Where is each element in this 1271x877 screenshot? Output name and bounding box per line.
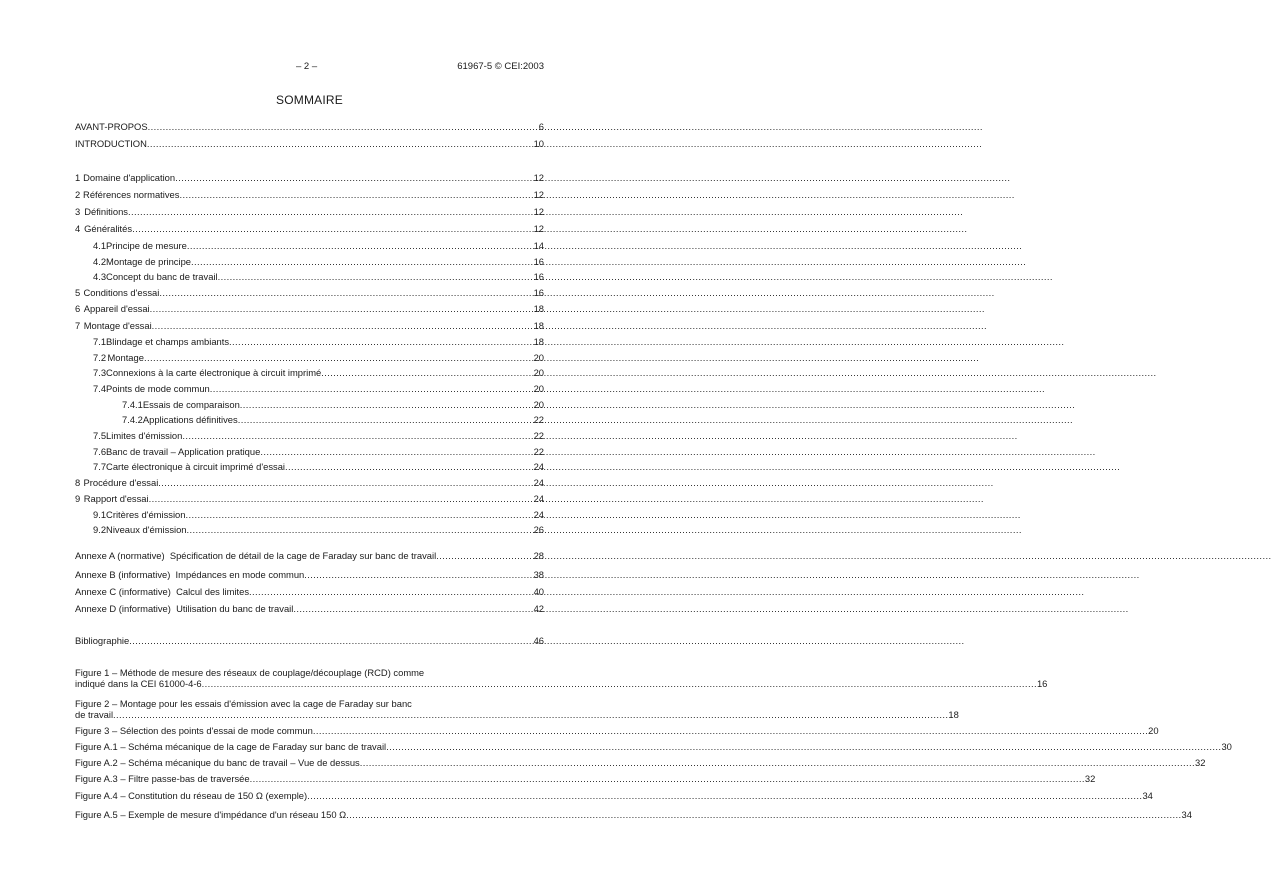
standard-reference: 61967-5 © CEI:2003 (457, 61, 544, 72)
toc-label: Connexions à la carte électronique à circuit imprimé (106, 367, 322, 378)
toc-entry[interactable] (93, 446, 544, 457)
toc-page: 10 (533, 138, 544, 149)
toc-page: 22 (533, 446, 544, 457)
bibliography-page: 46 (533, 635, 544, 646)
leader-dots (260, 446, 533, 457)
toc-entry[interactable] (93, 367, 544, 378)
toc-label: Principe de mesure (106, 240, 187, 251)
leader-dots (304, 569, 533, 580)
figure-entry[interactable] (75, 773, 1096, 784)
figure-label-line1: Figure 2 – Montage pour les essais d'émission avec la cage de Faraday sur banc (75, 698, 412, 709)
bibliography-label: Bibliographie (75, 635, 130, 646)
bibliography-entry[interactable] (75, 635, 544, 646)
annex-label: Annexe B (informative) Impédances en mode commun (75, 569, 305, 580)
leader-dots (179, 189, 533, 200)
leader-dots (307, 790, 1142, 801)
leader-dots (313, 725, 1148, 736)
toc-entry[interactable] (93, 240, 544, 251)
toc-label: Montage de principe (106, 256, 191, 267)
leader-dots (202, 678, 1037, 689)
toc-number: 4.2 (93, 256, 107, 267)
figure-entry[interactable] (75, 667, 1048, 689)
leader-dots (436, 550, 533, 561)
toc-page: 24 (533, 477, 544, 488)
figure-page: 16 (1036, 678, 1048, 689)
toc-entry[interactable] (93, 509, 544, 520)
leader-dots (128, 206, 534, 217)
figure-label: Figure A.1 – Schéma mécanique de la cage de Faraday sur banc de travail (75, 741, 387, 752)
toc-label: Essais de comparaison (142, 399, 240, 410)
figure-page: 32 (1195, 757, 1206, 768)
toc-entry[interactable] (75, 121, 544, 132)
toc-page: 16 (533, 287, 544, 298)
toc-number: 6 (75, 303, 81, 314)
leader-dots (182, 430, 533, 441)
leader-dots (152, 320, 534, 331)
toc-page: 12 (533, 223, 544, 234)
toc-entry[interactable] (93, 430, 544, 441)
figure-entry[interactable] (75, 790, 1153, 801)
leader-dots (158, 477, 533, 488)
leader-dots (210, 383, 534, 394)
toc-label: Définitions (84, 206, 128, 217)
toc-label: Applications définitives (142, 414, 238, 425)
figure-page: 20 (1148, 725, 1159, 736)
leader-dots (113, 709, 948, 720)
toc-entry[interactable] (75, 477, 544, 488)
leader-dots (218, 271, 534, 282)
leader-dots (187, 524, 534, 535)
annex-entry[interactable] (75, 586, 544, 597)
toc-number: 1 (75, 172, 81, 183)
leader-dots (132, 223, 533, 234)
toc-label: Carte électronique à circuit imprimé d'essai (106, 461, 285, 472)
toc-number: 7.5 (93, 430, 107, 441)
toc-entry[interactable] (75, 320, 544, 331)
toc-page: 24 (533, 461, 544, 472)
toc-entry[interactable] (93, 383, 544, 394)
figure-entry[interactable] (75, 698, 959, 720)
leader-dots (240, 399, 534, 410)
toc-entry[interactable] (75, 138, 544, 149)
toc-label: Niveaux d'émission (106, 524, 187, 535)
toc-label: Procédure d'essai (83, 477, 159, 488)
toc-page: 22 (533, 414, 544, 425)
toc-number: 4 (75, 223, 81, 234)
toc-entry[interactable] (75, 223, 544, 234)
figure-page: 34 (1142, 790, 1153, 801)
figure-entry[interactable] (75, 757, 1206, 768)
toc-page: 16 (533, 271, 544, 282)
toc-page: 20 (533, 399, 544, 410)
leader-dots (229, 336, 534, 347)
toc-number: 7.2 (93, 352, 107, 363)
figure-label: Figure A.3 – Filtre passe-bas de traversée (75, 773, 250, 784)
figure-label: Figure 3 – Sélection des points d'essai de mode commun (75, 725, 313, 736)
page-title: SOMMAIRE (276, 93, 343, 107)
toc-entry[interactable] (75, 493, 544, 504)
leader-dots (144, 352, 534, 363)
toc-entry[interactable] (93, 524, 544, 535)
annex-page: 40 (533, 586, 544, 597)
toc-entry[interactable] (122, 414, 544, 425)
toc-entry[interactable] (75, 303, 544, 314)
toc-number: 9 (75, 493, 81, 504)
leader-dots (159, 287, 533, 298)
leader-dots (293, 603, 533, 614)
toc-label: Concept du banc de travail (106, 271, 218, 282)
toc-label: Domaine d'application (83, 172, 176, 183)
toc-entry[interactable] (93, 336, 544, 347)
annex-label: Annexe D (informative) Utilisation du banc de travail (75, 603, 294, 614)
page-number: – 2 – (296, 61, 318, 72)
leader-dots (148, 121, 539, 132)
toc-page: 12 (533, 172, 544, 183)
figure-page: 34 (1181, 809, 1192, 820)
toc-number: 4.3 (93, 271, 107, 282)
toc-page: 6 (538, 121, 544, 132)
toc-page: 12 (533, 189, 544, 200)
toc-number: 3 (75, 206, 81, 217)
figure-label: Figure A.5 – Exemple de mesure d'impédance d'un réseau 150 Ω (75, 809, 347, 820)
toc-number: 7.4.1 (122, 399, 143, 410)
figure-entry[interactable] (75, 741, 1232, 752)
toc-page: 24 (533, 493, 544, 504)
toc-number: 7.3 (93, 367, 107, 378)
toc-entry[interactable] (93, 271, 544, 282)
leader-dots (238, 414, 534, 425)
toc-number: 9.2 (93, 524, 107, 535)
leader-dots (185, 509, 533, 520)
leader-dots (149, 493, 534, 504)
figure-label-line1: Figure 1 – Méthode de mesure des réseaux de couplage/découplage (RCD) comme (75, 667, 425, 678)
toc-label: Critères d'émission (106, 509, 186, 520)
figure-entry[interactable] (75, 725, 1159, 736)
toc-page: 18 (533, 303, 544, 314)
toc-label: Références normatives (83, 189, 180, 200)
toc-label: INTRODUCTION (75, 138, 147, 149)
toc-label: Conditions d'essai (83, 287, 160, 298)
toc-number: 7.4.2 (122, 414, 143, 425)
leader-dots (250, 773, 1085, 784)
toc-number: 7 (75, 320, 81, 331)
toc-number: 7.7 (93, 461, 107, 472)
toc-entry[interactable] (93, 461, 544, 472)
leader-dots (191, 256, 534, 267)
toc-entry[interactable] (122, 399, 544, 410)
leader-dots (346, 809, 1181, 820)
toc-number: 2 (75, 189, 81, 200)
toc-page: 14 (533, 240, 544, 251)
toc-page: 20 (533, 367, 544, 378)
toc-entry[interactable] (93, 256, 544, 267)
toc-page: 16 (533, 256, 544, 267)
toc-label: Montage (107, 352, 144, 363)
figure-page: 18 (948, 709, 959, 720)
toc-page: 12 (533, 206, 544, 217)
toc-page: 18 (533, 320, 544, 331)
toc-label: Banc de travail – Application pratique (106, 446, 261, 457)
figure-label: Figure A.2 – Schéma mécanique du banc de travail – Vue de dessus (75, 757, 360, 768)
toc-page: 18 (533, 336, 544, 347)
toc-entry[interactable] (75, 189, 544, 200)
toc-label: Limites d'émission (106, 430, 183, 441)
annex-entry[interactable] (75, 603, 544, 614)
toc-label: Points de mode commun (106, 383, 210, 394)
leader-dots (249, 586, 534, 597)
toc-page: 26 (533, 524, 544, 535)
leader-dots (321, 367, 533, 378)
toc-entry[interactable] (75, 206, 544, 217)
toc-entry[interactable] (75, 172, 544, 183)
toc-entry[interactable] (93, 352, 544, 363)
annex-label: Annexe A (normative) Spécification de détail de la cage de Faraday sur banc de travail (75, 550, 437, 561)
leader-dots (285, 461, 534, 472)
toc-entry[interactable] (75, 287, 544, 298)
toc-label: AVANT-PROPOS (75, 121, 148, 132)
leader-dots (187, 240, 534, 251)
annex-entry[interactable] (75, 550, 544, 561)
toc-label: Généralités (84, 223, 133, 234)
leader-dots (175, 172, 533, 183)
figure-label: Figure A.4 – Constitution du réseau de 150 Ω (exemple) (75, 790, 308, 801)
figure-entry[interactable] (75, 809, 1192, 820)
toc-number: 7.1 (93, 336, 107, 347)
figure-label: indiqué dans la CEI 61000-4-6 (75, 678, 202, 689)
figure-page: 32 (1084, 773, 1096, 784)
toc-label: Montage d'essai (83, 320, 152, 331)
toc-page: 24 (533, 509, 544, 520)
annex-page: 28 (533, 550, 544, 561)
toc-page: 20 (533, 383, 544, 394)
annex-label: Annexe C (informative) Calcul des limites (75, 586, 250, 597)
toc-number: 5 (75, 287, 81, 298)
toc-page: 20 (533, 352, 544, 363)
figure-label: de travail (75, 709, 114, 720)
leader-dots (150, 303, 534, 314)
toc-number: 7.6 (93, 446, 107, 457)
toc-page: 22 (533, 430, 544, 441)
annex-entry[interactable] (75, 569, 544, 580)
toc-number: 8 (75, 477, 81, 488)
leader-dots (129, 635, 533, 646)
leader-dots (147, 138, 534, 149)
toc-label: Appareil d'essai (83, 303, 150, 314)
toc-label: Rapport d'essai (83, 493, 149, 504)
leader-dots (386, 741, 1221, 752)
leader-dots (360, 757, 1195, 768)
figure-page: 30 (1221, 741, 1232, 752)
toc-number: 4.1 (93, 240, 107, 251)
annex-page: 38 (533, 569, 544, 580)
toc-label: Blindage et champs ambiants (106, 336, 230, 347)
annex-page: 42 (533, 603, 544, 614)
toc-number: 9.1 (93, 509, 107, 520)
toc-number: 7.4 (93, 383, 107, 394)
